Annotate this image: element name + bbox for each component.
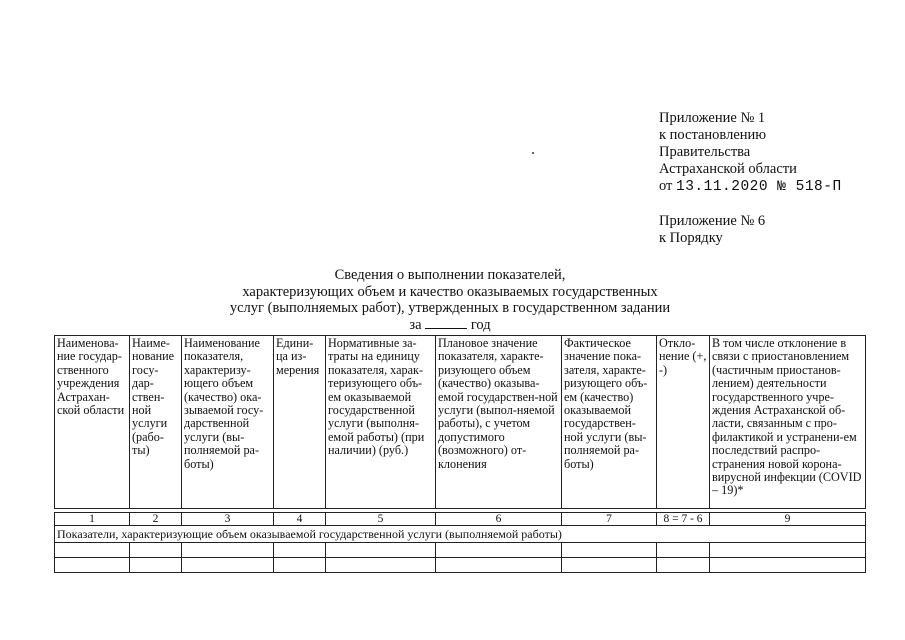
section-row	[55, 526, 866, 543]
header-cell: Едини-ца из-мерения	[274, 336, 326, 509]
column-number: 2	[130, 513, 182, 526]
table-cell[interactable]	[326, 558, 436, 573]
header-cell: Наименование показателя, характеризу-ющего объем (качество) ока-зываемой госу-дарственной услуги (вы-полняемой ра-боты)	[182, 336, 274, 509]
column-number: 4	[274, 513, 326, 526]
column-number: 7	[562, 513, 657, 526]
table-cell[interactable]	[436, 543, 562, 558]
appendix-1-date	[659, 178, 842, 196]
appendix-1-line: к постановлению	[659, 127, 767, 143]
table-row	[55, 558, 866, 573]
column-number-row	[55, 513, 866, 526]
table-cell[interactable]	[562, 558, 657, 573]
table-cell[interactable]	[130, 543, 182, 558]
table-cell[interactable]	[436, 558, 562, 573]
title-year-line	[150, 317, 750, 334]
table-cell[interactable]	[562, 543, 657, 558]
appendix-1-line: Правительства	[659, 144, 751, 160]
table-cell[interactable]	[182, 543, 274, 558]
appendix-1-title: Приложение № 1	[659, 110, 766, 126]
appendix-6-line: к Порядку	[659, 230, 723, 246]
table-header-row	[55, 336, 866, 509]
column-number: 5	[326, 513, 436, 526]
appendix-6-block	[659, 213, 765, 247]
appendix-1-line: Астраханской области	[659, 161, 797, 177]
column-number: 3	[182, 513, 274, 526]
table-cell[interactable]	[657, 543, 710, 558]
table-cell[interactable]	[657, 558, 710, 573]
table-cell[interactable]	[55, 558, 130, 573]
title-line: услуг (выполняемых работ), утвержденных в государственном задании	[229, 300, 671, 316]
report-table	[54, 335, 866, 573]
table-cell[interactable]	[130, 558, 182, 573]
appendix-6-title: Приложение № 6	[659, 213, 766, 229]
date-number-stamp: 13.11.2020 № 518-П	[676, 179, 842, 195]
header-cell: Фактическое значение пока-зателя, характе-ризующего объ-ем (качество) оказываемой государствен-ной услуги (вы-полняемой ра-боты)	[562, 336, 657, 509]
table-cell[interactable]	[55, 543, 130, 558]
date-prefix: от	[659, 178, 673, 194]
table-cell[interactable]	[182, 558, 274, 573]
document-title	[150, 267, 750, 333]
title-line: характеризующих объем и качество оказываемых государственных	[242, 283, 658, 300]
header-cell: Плановое значение показателя, характе-ризующего объем (качество) оказыва-емой государствен-ной услуги (выпол-няемой работы), с учетом допустимого (возможного) от-клонения	[436, 336, 562, 509]
header-cell: Откло-нение (+, -)	[657, 336, 710, 509]
header-cell: Наименова-ние государ-ственного учреждения Астрахан-ской области	[55, 336, 130, 509]
title-line: Сведения о выполнении показателей,	[334, 267, 566, 283]
table-cell[interactable]	[274, 558, 326, 573]
year-prefix: за	[409, 316, 422, 333]
column-number: 6	[436, 513, 562, 526]
column-number: 9	[710, 513, 866, 526]
year-blank-field[interactable]	[425, 317, 467, 329]
table-cell[interactable]	[710, 543, 866, 558]
section-label: Показатели, характеризующие объем оказываемой государственной услуги (выполняемой работы)	[55, 526, 866, 543]
header-cell: Нормативные за-траты на единицу показателя, харак-теризующего объ-ем оказываемой государственной услуги (выполня-емой работы) (при наличии) (руб.)	[326, 336, 436, 509]
column-number: 8 = 7 - 6	[657, 513, 710, 526]
column-number: 1	[55, 513, 130, 526]
year-suffix: год	[470, 316, 491, 333]
table-cell[interactable]	[274, 543, 326, 558]
header-cell: Наиме-нование госу-дар-ствен-ной услуги (рабо-ты)	[130, 336, 182, 509]
appendix-1-block	[659, 110, 842, 196]
scan-speck	[532, 152, 534, 154]
table-row	[55, 543, 866, 558]
table-cell[interactable]	[710, 558, 866, 573]
header-cell: В том числе отклонение в связи с приостановлением (частичным приостанов-лением) деятельности государственного учре-ждения Астраханской об-ласти, связанным с про-филактикой и устранени-ем последствий распро-странения новой корона-вирусной инфекции (COVID – 19)*	[710, 336, 866, 509]
table-cell[interactable]	[326, 543, 436, 558]
